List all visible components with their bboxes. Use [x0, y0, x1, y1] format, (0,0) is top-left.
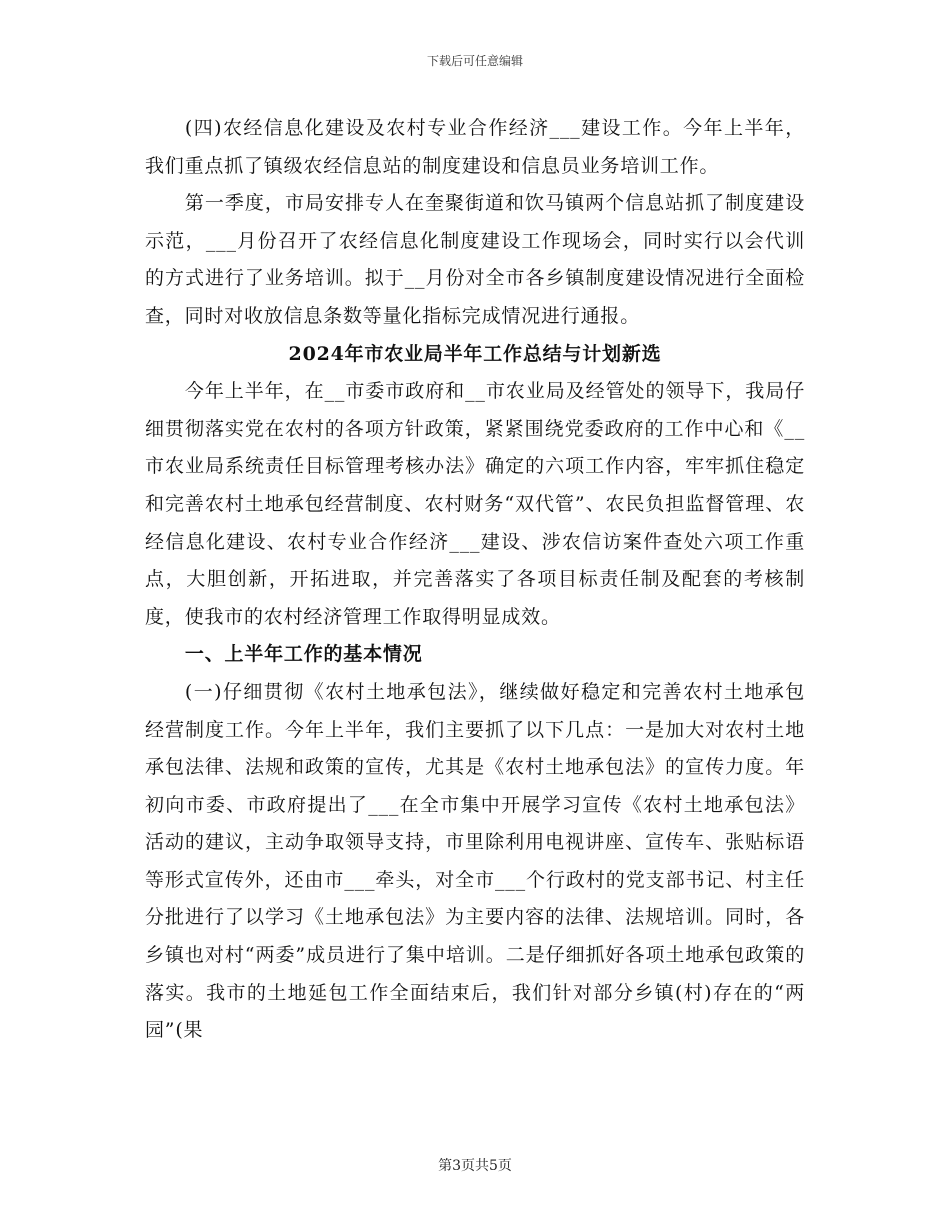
paragraph: (四)农经信息化建设及农村专业合作经济___建设工作。今年上半年，我们重点抓了镇级农经信息站的制度建设和信息员业务培训工作。: [145, 117, 805, 177]
paragraph: 今年上半年，在__市委市政府和__市农业局及经管处的领导下，我局仔细贯彻落实党在农村的各项方针政策，紧紧围绕党委政府的工作中心和《__市农业局系统责任目标管理考核办法》确定的六项工作内容，牢牢抓住稳定和完善农村土地承包经营制度、农村财务“双代管”、农民负担监督管理、农经信息化建设、农村专业合作经济___建设、涉农信访案件查处六项工作重点，大胆创新，开拓进取，并完善落实了各项目标责任制及配套的考核制度，使我市的农村经济管理工作取得明显成效。: [145, 380, 805, 628]
section-heading: 一、上半年工作的基本情况: [184, 643, 423, 666]
document-title: 2024年市农业局半年工作总结与计划新选: [288, 342, 662, 365]
paragraph: 第一季度，市局安排专人在奎聚街道和饮马镇两个信息站抓了制度建设示范，___月份召开了农经信息化制度建设工作现场会，同时实行以会代训的方式进行了业务培训。拟于__月份对全市各乡镇制度建设情况进行全面检查，同时对收放信息条数等量化指标完成情况进行通报。: [145, 192, 805, 327]
paragraph: (一)仔细贯彻《农村土地承包法》，继续做好稳定和完善农村土地承包经营制度工作。今年上半年，我们主要抓了以下几点：一是加大对农村土地承包法律、法规和政策的宣传，尤其是《农村土地承包法》的宣传力度。年初向市委、市政府提出了___在全市集中开展学习宣传《农村土地承包法》活动的建议，主动争取领导支持，市里除利用电视讲座、宣传车、张贴标语等形式宣传外，还由市___牵头，对全市___个行政村的党支部书记、村主任分批进行了以学习《土地承包法》为主要内容的法律、法规培训。同时，各乡镇也对村“两委”成员进行了集中培训。二是仔细抓好各项土地承包政策的落实。我市的土地延包工作全面结束后，我们针对部分乡镇(村)存在的“两园”(果: [145, 680, 805, 1042]
page-number: 第3页共5页: [438, 1158, 512, 1174]
document-body: [145, 110, 805, 1050]
page-header-note: 下载后可任意编辑: [426, 54, 523, 68]
